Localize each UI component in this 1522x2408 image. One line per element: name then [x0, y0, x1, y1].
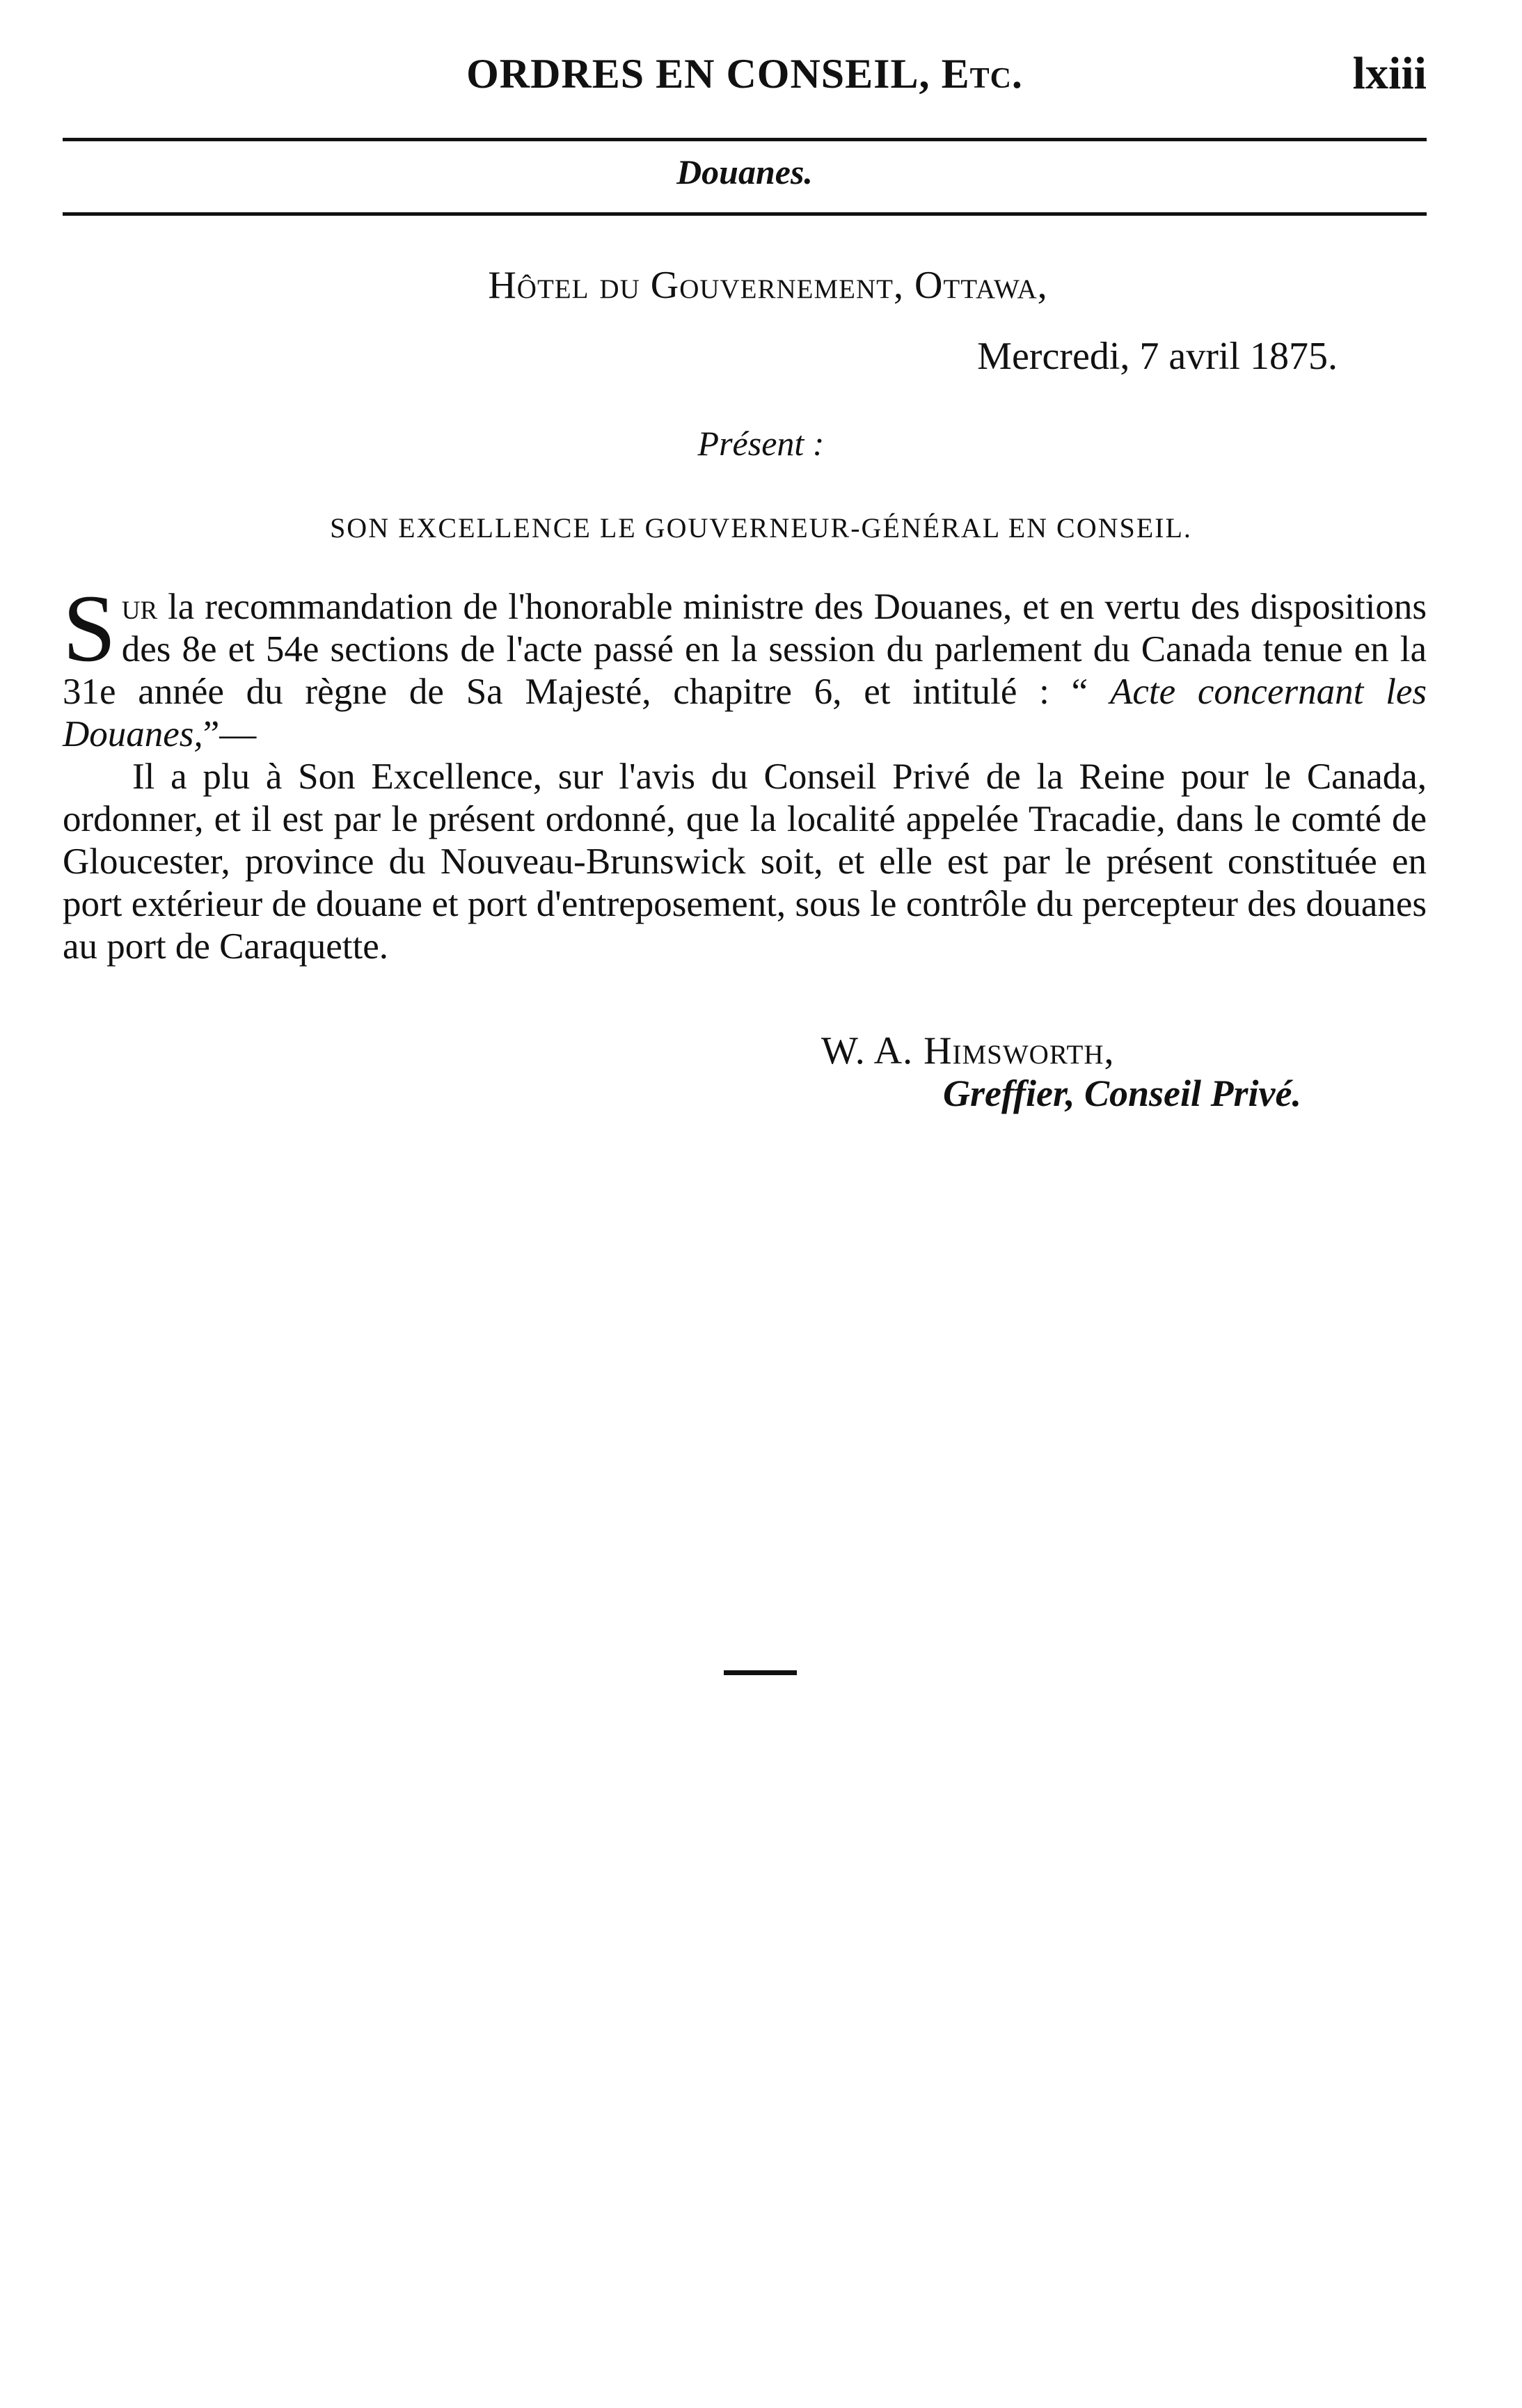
lead-word: ur	[121, 587, 158, 627]
running-header-title	[63, 50, 1427, 98]
paragraph-1-end: ”—	[203, 714, 257, 754]
section-title: Douanes.	[676, 152, 813, 191]
page-number: lxiii	[1352, 48, 1427, 99]
paragraph-1	[63, 575, 1427, 756]
location-line: Hôtel du Gouvernement, Ottawa,	[488, 264, 1048, 307]
council-line: SON EXCELLENCE LE GOUVERNEUR-GÉNÉRAL EN CONSEIL.	[330, 512, 1192, 544]
paragraph-2: Il a plu à Son Excellence, sur l'avis du Conseil Privé de la Reine pour le Canada, ordonner, et il est par le présent ordonné, que la localité appelée Tracadie, dans le comté de Gloucester, province du Nouveau-Brunswick soit, et elle est par le présent constituée en port extérieur de douane et port d'entreposement, sous le contrôle du percepteur des douanes au port de Caraquette.	[63, 757, 1427, 967]
signature-title: Greffier, Conseil Privé.	[943, 1072, 1301, 1114]
present-label: Présent :	[697, 424, 825, 463]
drop-cap: S	[63, 575, 116, 681]
header-title-suffix: Etc.	[941, 51, 1023, 97]
header-rule-bottom	[63, 212, 1427, 216]
end-rule	[724, 1670, 797, 1675]
date-line: Mercredi, 7 avril 1875.	[977, 335, 1338, 378]
signature-name: W. A. Himsworth,	[821, 1029, 1115, 1072]
running-header	[63, 42, 1427, 104]
act-title: Acte concernant les Douanes,	[63, 672, 1427, 754]
header-title-text: ORDRES EN CONSEIL,	[466, 51, 930, 97]
order-body	[63, 575, 1427, 968]
header-rule-top	[63, 138, 1427, 141]
paragraph-1-text: la recommandation de l'honorable ministre des Douanes, et en vertu des dispositions des 8e et 54e sections de l'acte passé en la session du parlement du Canada tenue en la 31e année du règne de Sa Majesté, chapitre 6, et intitulé : “	[63, 587, 1427, 712]
